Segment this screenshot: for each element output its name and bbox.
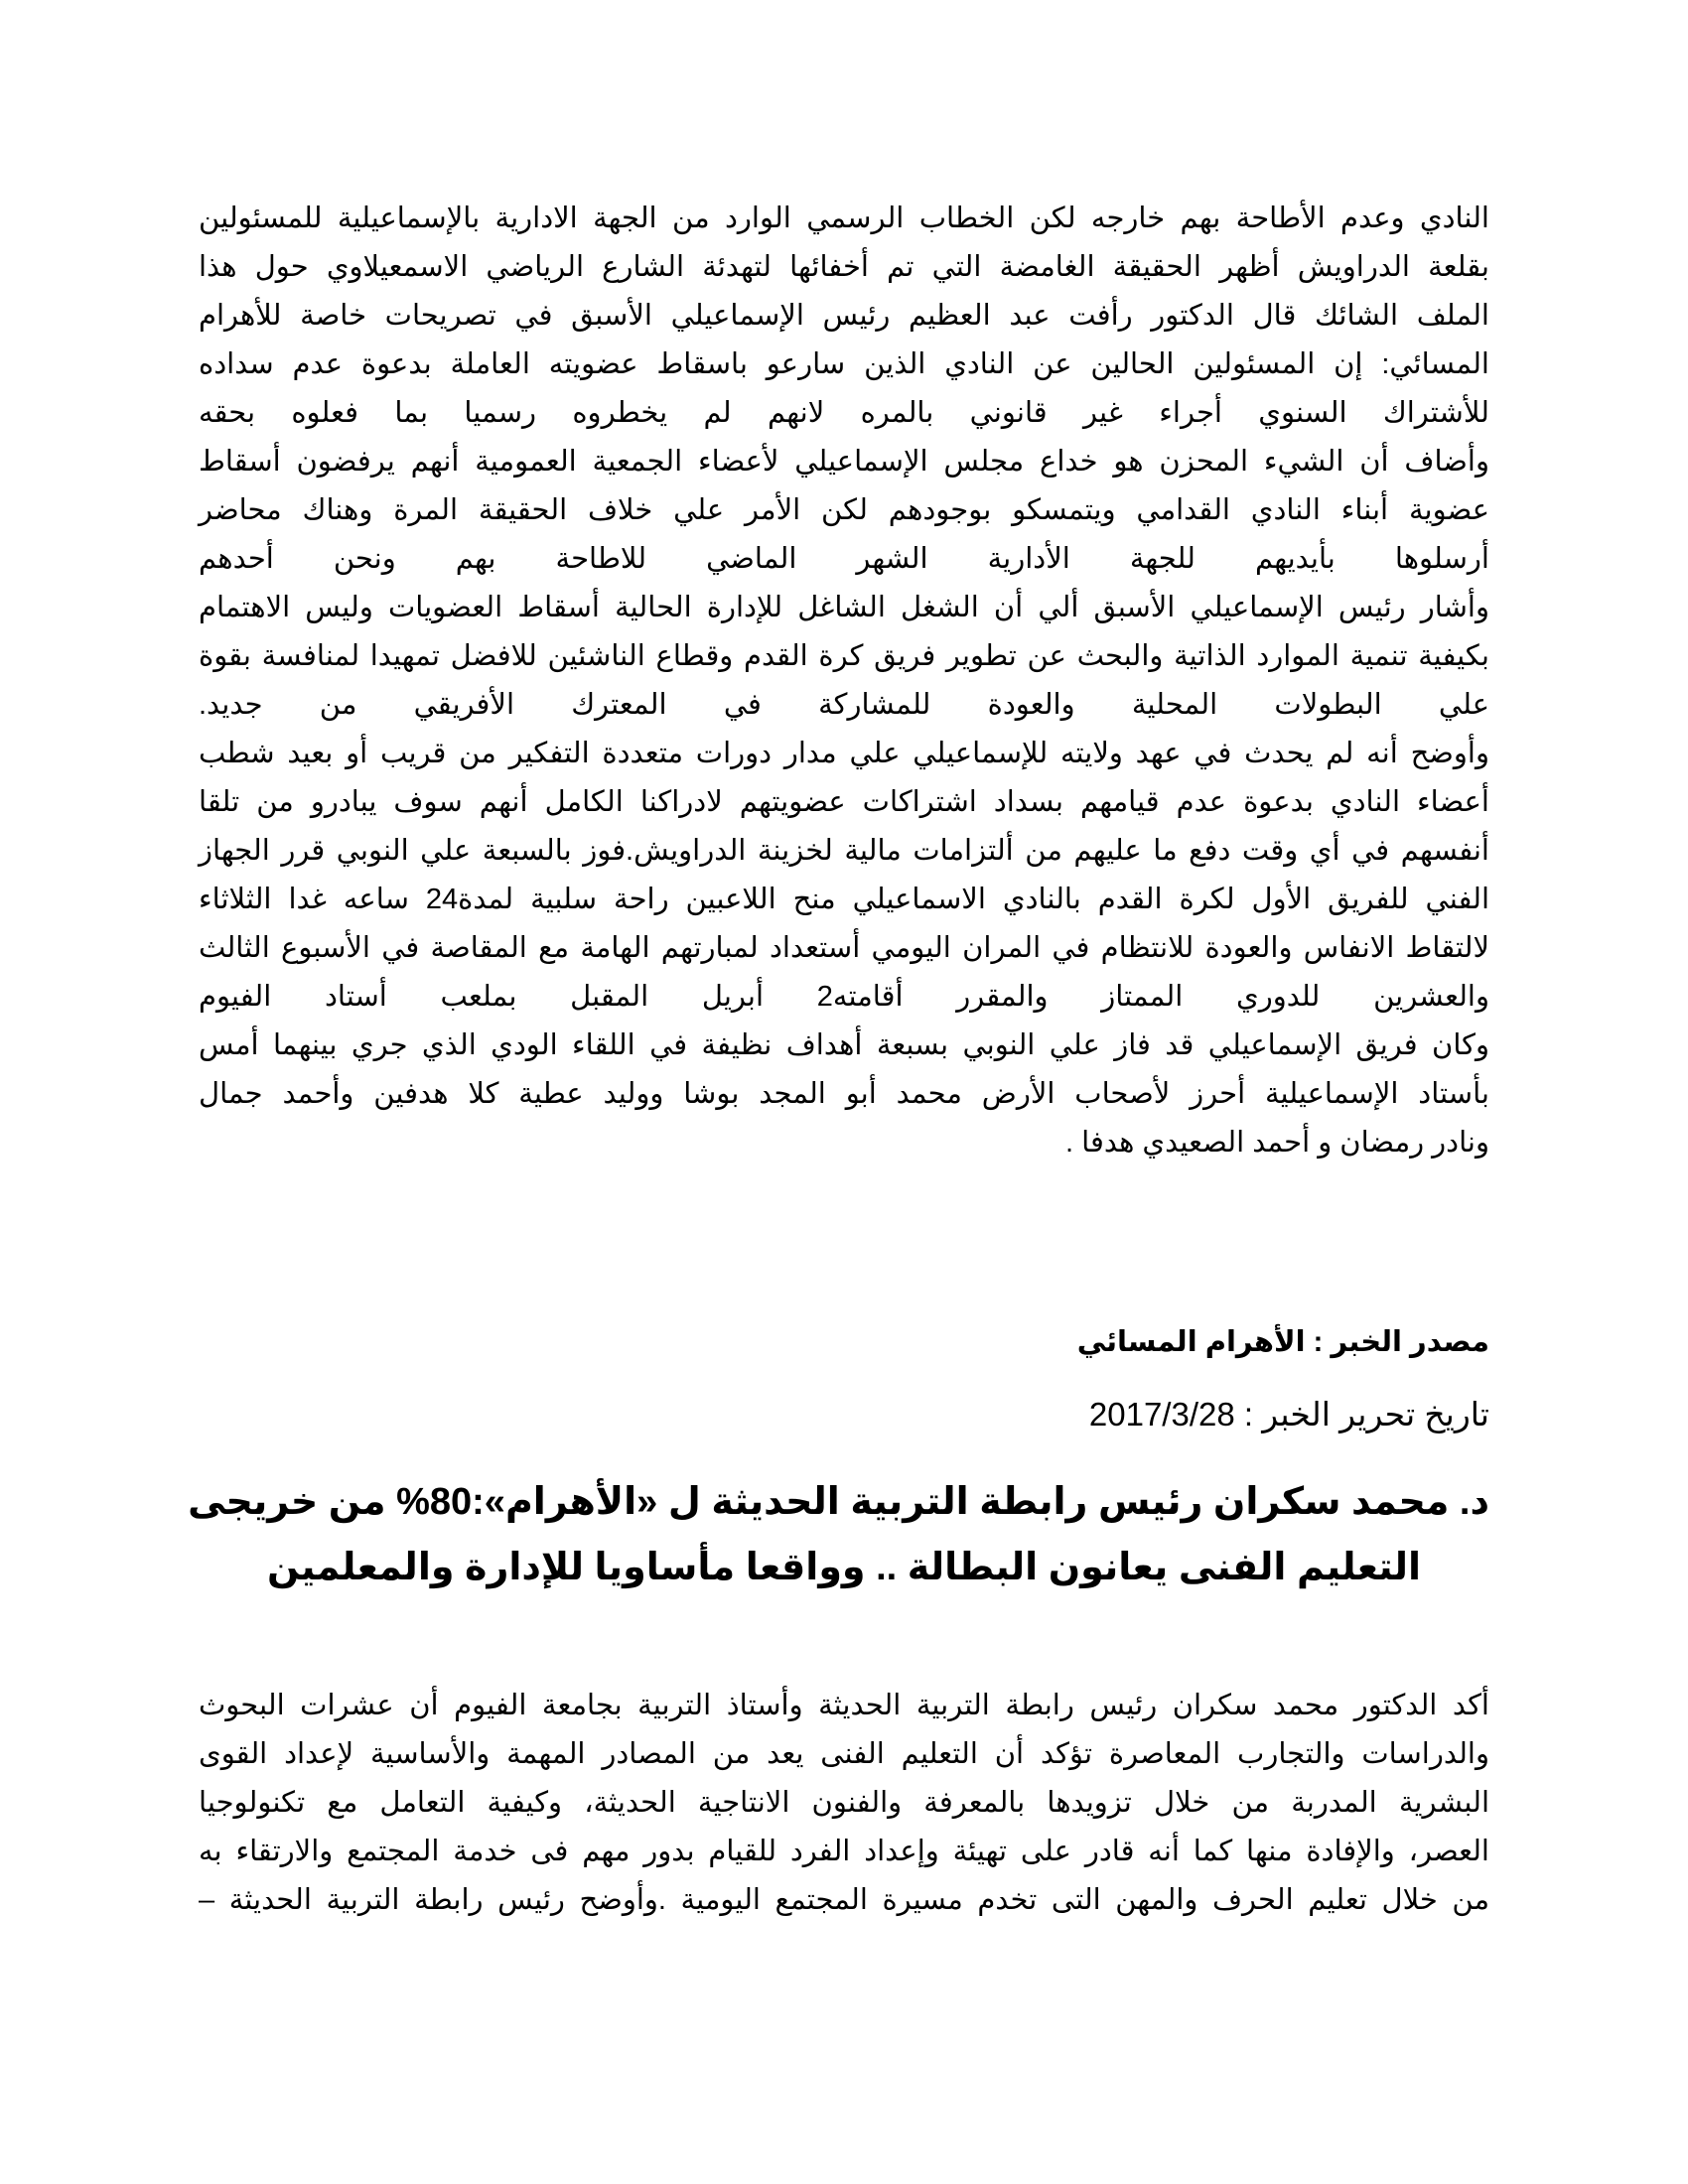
paragraph-line: أرسلوها بأيديهم للجهة الأدارية الشهر الماضي للاطاحة بهم ونحن أحدهم: [199, 543, 1489, 575]
news-date-value: 2017/3/28: [1088, 1396, 1235, 1433]
paragraph-line: وكان فريق الإسماعيلي قد فاز علي النوبي بسبعة أهداف نظيفة في اللقاء الودي الذي جري بينهما أمس: [199, 1029, 1489, 1061]
paragraph-line: بأستاد الإسماعيلية أحرز لأصحاب الأرض محمد أبو المجد بوشا ووليد عطية كلا هدفين وأحمد جمال: [199, 1078, 1489, 1110]
paragraph-line: العصر، والإفادة منها كما أنه قادر على تهيئة وإعداد الفرد للقيام بدور مهم فى خدمة المجتمع والارتقاء به: [199, 1836, 1489, 1867]
paragraph-line: والعشرين للدوري الممتاز والمقرر أقامته2 أبريل المقبل بملعب أستاد الفيوم: [199, 981, 1489, 1013]
paragraph-line: لالتقاط الانفاس والعودة للانتظام في المران اليومي أستعداد لمبارتهم الهامة مع المقاصة في الأسبوع الثالث: [199, 932, 1489, 964]
paragraph-line: بقلعة الدراويش أظهر الحقيقة الغامضة التي تم أخفائها لتهدئة الشارع الرياضي الاسمعيلاوي حول هذا: [199, 251, 1489, 283]
paragraph-line: علي البطولات المحلية والعودة للمشاركة في المعترك الأفريقي من جديد.: [199, 689, 1489, 721]
paragraph-line: عضوية أبناء النادي القدامي ويتمسكو بوجودهم لكن الأمر علي خلاف الحقيقة المرة وهناك محاضر: [199, 494, 1489, 526]
paragraph-line: ونادر رمضان و أحمد الصعيدي هدفا .: [1065, 1127, 1489, 1159]
news-date: [199, 1390, 1489, 1438]
paragraph-line: وأوضح أنه لم يحدث في عهد ولايته للإسماعيلي علي مدار دورات متعددة التفكير من قريب أو بعيد شطب: [199, 738, 1489, 769]
article-headline: [188, 1469, 1489, 1600]
paragraph-line: أنفسهم في أي وقت دفع ما عليهم من ألتزامات مالية لخزينة الدراويش.فوز بالسبعة علي النوبي قرر الجهاز: [199, 835, 1489, 867]
paragraph-line: والدراسات والتجارب المعاصرة تؤكد أن التعليم الفنى يعد من المصادر المهمة والأساسية لإعداد القوى: [199, 1738, 1489, 1770]
news-source-label: مصدر الخبر :: [1313, 1326, 1489, 1358]
paragraph-line: من خلال تعليم الحرف والمهن التى تخدم مسيرة المجتمع اليومية .وأوضح رئيس رابطة التربية الحديثة –: [199, 1884, 1489, 1916]
paragraph-line: وأضاف أن الشيء المحزن هو خداع مجلس الإسماعيلي لأعضاء الجمعية العمومية أنهم يرفضون أسقاط: [199, 446, 1489, 478]
paragraph-line: وأشار رئيس الإسماعيلي الأسبق ألي أن الشغل الشاغل للإدارة الحالية أسقاط العضويات وليس الاهتمام: [199, 592, 1489, 623]
paragraph-line: أعضاء النادي بدعوة عدم قيامهم بسداد اشتراكات عضويتهم لادراكنا الكامل أنهم سوف يبادرو من تلقا: [199, 786, 1489, 818]
headline-line-2: التعليم الفنى يعانون البطالة .. وواقعا مأساويا للإدارة والمعلمين: [266, 1547, 1422, 1588]
news-date-label: تاريخ تحرير الخبر :: [1243, 1396, 1489, 1433]
news-source: [199, 1318, 1489, 1367]
paragraph-line: المسائي: إن المسئولين الحالين عن النادي الذين سارعو باسقاط عضويته العاملة بدعوة عدم سداده: [199, 348, 1489, 380]
paragraph-line: للأشتراك السنوي أجراء غير قانوني بالمره لانهم لم يخطروه رسميا بما فعلوه بحقه: [199, 397, 1489, 429]
headline-line-1: د. محمد سكران رئيس رابطة التربية الحديثة ل «الأهرام»:80% من خريجى: [188, 1481, 1489, 1523]
news-source-value: الأهرام المسائي: [1076, 1326, 1306, 1358]
paragraph-line: الفني للفريق الأول لكرة القدم بالنادي الاسماعيلي منح اللاعبين راحة سلبية لمدة24 ساعه غدا الثلاثاء: [199, 884, 1490, 915]
paragraph-line: بكيفية تنمية الموارد الذاتية والبحث عن تطوير فريق كرة القدم وقطاع الناشئين للافضل تمهيدا لمنافسة بقوة: [199, 640, 1489, 672]
article-body-1: [199, 195, 1489, 1167]
paragraph-line: النادي وعدم الأطاحة بهم خارجه لكن الخطاب الرسمي الوارد من الجهة الادارية بالإسماعيلية للمسئولين: [199, 203, 1489, 234]
article-body-2: [199, 1682, 1489, 1925]
paragraph-line: البشرية المدربة من خلال تزويدها بالمعرفة والفنون الانتاجية الحديثة، وكيفية التعامل مع تكنولوجيا: [199, 1787, 1489, 1819]
paragraph-line: الملف الشائك قال الدكتور رأفت عبد العظيم رئيس الإسماعيلي الأسبق في تصريحات خاصة للأهرام: [199, 300, 1489, 332]
paragraph-line: أكد الدكتور محمد سكران رئيس رابطة التربية الحديثة وأستاذ التربية بجامعة الفيوم أن عشرات البحوث: [199, 1690, 1489, 1721]
